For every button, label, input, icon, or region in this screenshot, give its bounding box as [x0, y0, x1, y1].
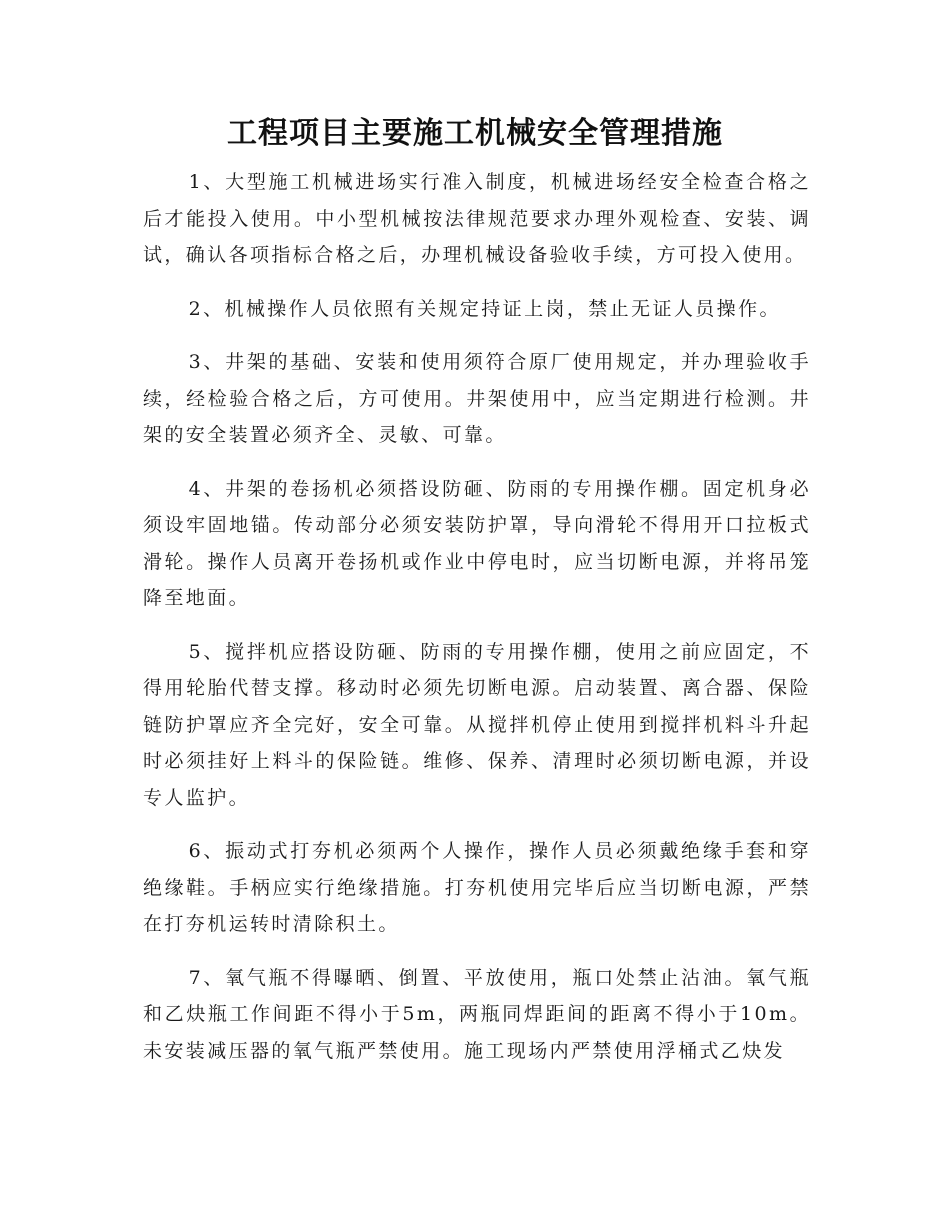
paragraph-1: 1、大型施工机械进场实行准入制度，机械进场经安全检查合格之后才能投入使用。中小型机械按法律规范要求办理外观检查、安装、调试，确认各项指标合格之后，办理机械设备验收手续，方可投入使用。 — [143, 171, 811, 266]
paragraph-7: 7、氧气瓶不得曝晒、倒置、平放使用，瓶口处禁止沾油。氧气瓶和乙炔瓶工作间距不得小于5m，两瓶同焊距间的距离不得小于10m。未安装减压器的氧气瓶严禁使用。施工现场内严禁使用浮桶式乙炔发 — [143, 966, 811, 1062]
document-body — [143, 164, 811, 1086]
paragraph-2: 2、机械操作人员依照有关规定持证上岗，禁止无证人员操作。 — [188, 297, 781, 320]
paragraph-3: 3、井架的基础、安装和使用须符合原厂使用规定，并办理验收手续，经检验合格之后，方可使用。井架使用中，应当定期进行检测。井架的安全装置必须齐全、灵敏、可靠。 — [143, 351, 811, 446]
paragraph-6: 6、振动式打夯机必须两个人操作，操作人员必须戴绝缘手套和穿绝缘鞋。手柄应实行绝缘措施。打夯机使用完毕后应当切断电源，严禁在打夯机运转时清除积土。 — [143, 840, 811, 935]
paragraph-4: 4、井架的卷扬机必须搭设防砸、防雨的专用操作棚。固定机身必须设牢固地锚。传动部分必须安装防护罩，导向滑轮不得用开口拉板式滑轮。操作人员离开卷扬机或作业中停电时，应当切断电源，并将吊笼降至地面。 — [143, 477, 811, 609]
paragraph-5: 5、搅拌机应搭设防砸、防雨的专用操作棚，使用之前应固定，不得用轮胎代替支撑。移动时必须先切断电源。启动装置、离合器、保险链防护罩应齐全完好，安全可靠。从搅拌机停止使用到搅拌机料斗升起时必须挂好上料斗的保险链。维修、保养、清理时必须切断电源，并设专人监护。 — [143, 640, 811, 809]
document-title: 工程项目主要施工机械安全管理措施 — [227, 116, 723, 151]
